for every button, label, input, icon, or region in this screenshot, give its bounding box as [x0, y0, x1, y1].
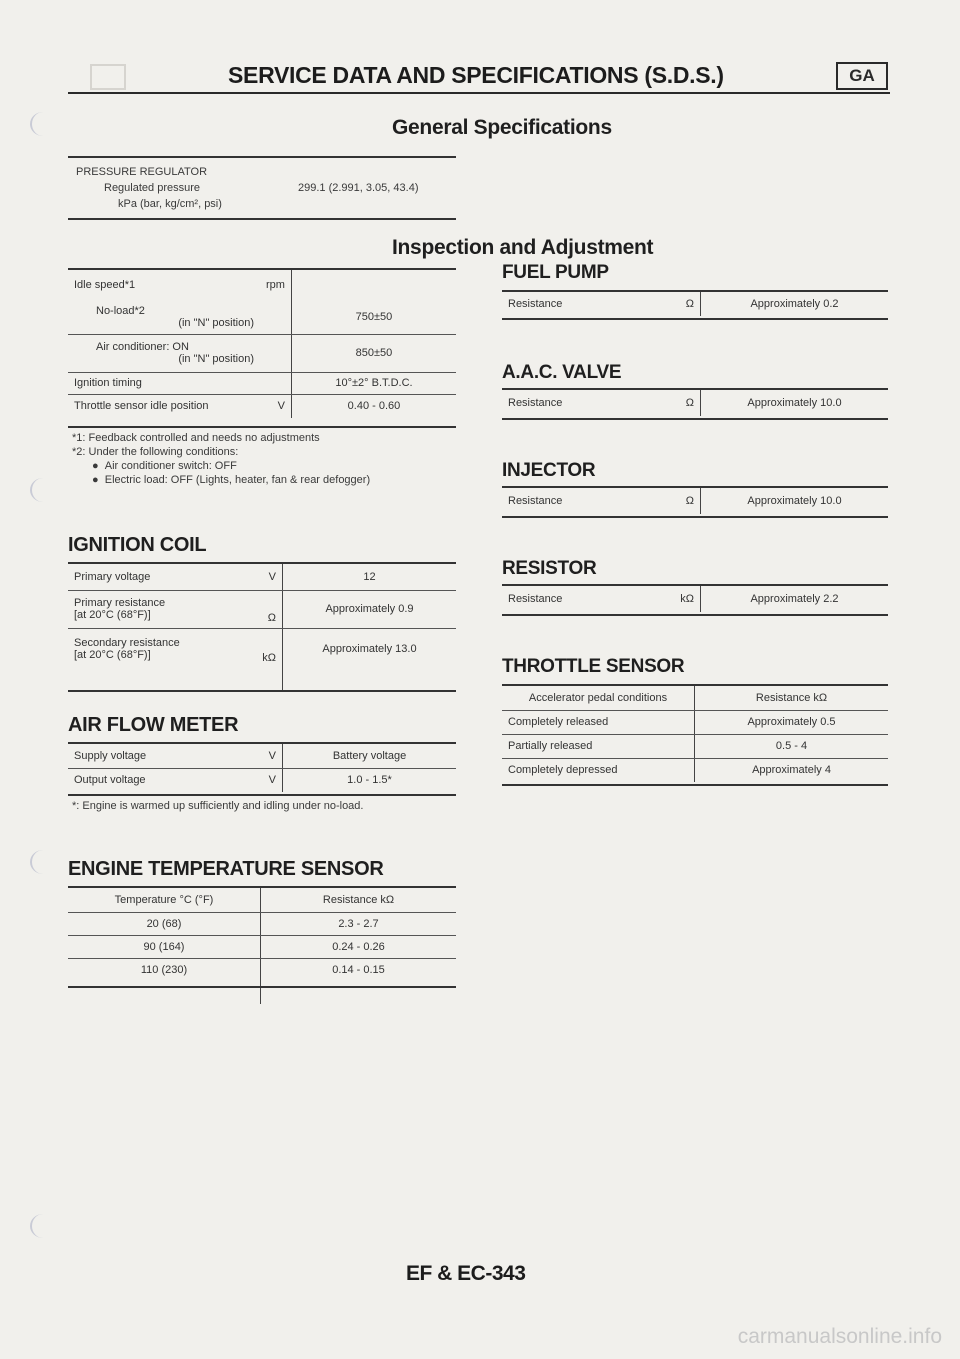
fuel-pump-title: FUEL PUMP: [502, 262, 609, 283]
inspection-title: Inspection and Adjustment: [392, 236, 654, 259]
aac-valve-title: A.A.C. VALVE: [502, 362, 622, 383]
fuel-pump-label: Resistance: [508, 298, 563, 310]
punch-hole: [30, 478, 56, 502]
supply-voltage-value: Battery voltage: [283, 744, 457, 768]
page-number: EF & EC-343: [406, 1262, 526, 1285]
temp-cell: 90 (164): [68, 935, 261, 958]
throttle-resistance-cell: Approximately 0.5: [695, 710, 889, 734]
rule: [68, 156, 456, 158]
throttle-resistance-cell: 0.5 - 4: [695, 734, 889, 758]
air-flow-note: *: Engine is warmed up sufficiently and idling under no-load.: [72, 800, 364, 812]
pedal-header: Accelerator pedal conditions: [502, 686, 695, 710]
engine-temp-title: ENGINE TEMPERATURE SENSOR: [68, 858, 384, 880]
secondary-resistance-value: Approximately 13.0: [322, 643, 417, 656]
idle-spec-table: [68, 270, 456, 418]
air-flow-meter-table: [68, 744, 456, 792]
ignition-coil-title: IGNITION COIL: [68, 534, 207, 556]
noload-label-text: No-load*2: [96, 304, 145, 317]
resistor-label: Resistance: [508, 593, 563, 605]
throttle-idle-value: 0.40 - 0.60: [347, 400, 401, 413]
injector-label: Resistance: [508, 495, 563, 507]
watermark: carmanualsonline.info: [737, 1325, 942, 1348]
output-voltage-label: Output voltage: [74, 774, 146, 787]
secondary-resistance-label: [68, 628, 256, 670]
rule: [68, 794, 456, 796]
ac-label: [68, 334, 260, 372]
punch-hole: [30, 850, 56, 874]
note-bullet-1-text: Air conditioner switch: OFF: [104, 460, 237, 472]
rule: [68, 986, 456, 988]
injector-table: [502, 488, 888, 514]
pedal-cell: Completely depressed: [502, 758, 695, 782]
ghost-text: [650, 120, 654, 138]
punch-hole: [30, 1214, 56, 1238]
resistance-header: Resistance kΩ: [261, 888, 457, 912]
temp-cell: 110 (230): [68, 958, 261, 982]
idle-speed-label: Idle speed*1: [74, 279, 136, 291]
regulated-pressure-label: Regulated pressure: [104, 182, 201, 194]
resistance-cell: 0.14 - 0.15: [332, 964, 385, 977]
aac-valve-table: [502, 390, 888, 416]
throttle-sensor-table: [502, 686, 888, 782]
primary-resistance-cond: [at 20°C (68°F)]: [74, 609, 151, 621]
fuel-pump-table: [502, 292, 888, 316]
primary-resistance-unit: Ω: [256, 590, 283, 628]
throttle-resistance-header: Resistance kΩ: [695, 686, 889, 710]
note-bullet-2-text: Electric load: OFF (Lights, heater, fan & rear defogger): [104, 474, 371, 486]
throttle-idle-label: Throttle sensor idle position: [74, 400, 209, 413]
ac-label-text: Air conditioner: ON: [96, 341, 189, 353]
timing-value: 10°±2° B.T.D.C.: [291, 372, 456, 394]
output-voltage-value: 1.0 - 1.5*: [347, 774, 392, 787]
temp-header: Temperature °C (°F): [68, 888, 261, 912]
throttle-sensor-title: THROTTLE SENSOR: [502, 656, 685, 677]
injector-value: Approximately 10.0: [747, 495, 842, 507]
injector-title: INJECTOR: [502, 460, 596, 481]
primary-resistance-label: [68, 590, 256, 628]
supply-voltage-unit: V: [256, 744, 283, 768]
air-flow-meter-title: AIR FLOW METER: [68, 714, 239, 736]
primary-voltage-label: Primary voltage: [68, 564, 256, 590]
supply-voltage-label: Supply voltage: [68, 744, 256, 768]
fuel-pump-value: Approximately 0.2: [750, 298, 839, 310]
rule: [502, 614, 888, 616]
secondary-resistance-unit: kΩ: [256, 628, 283, 670]
aac-valve-label: Resistance: [508, 397, 563, 409]
note-bullet-1: ● Air conditioner switch: OFF: [92, 460, 237, 472]
resistor-unit: kΩ: [664, 586, 701, 612]
rule: [68, 218, 456, 220]
aac-valve-unit: Ω: [664, 390, 701, 416]
regulated-pressure-unit: kPa (bar, kg/cm², psi): [118, 198, 222, 210]
idle-speed-unit: rpm: [260, 270, 291, 300]
primary-voltage-value: 12: [283, 564, 457, 590]
rule: [502, 784, 888, 786]
pedal-cell: Partially released: [502, 734, 695, 758]
primary-resistance-label-text: Primary resistance: [74, 597, 166, 609]
pressure-regulator-heading: PRESSURE REGULATOR: [76, 166, 208, 178]
ac-value: 850±50: [291, 334, 456, 372]
throttle-resistance-cell: Approximately 4: [752, 764, 831, 777]
general-spec-title: General Specifications: [392, 116, 612, 139]
rule: [68, 426, 456, 428]
resistance-cell: 0.24 - 0.26: [261, 935, 457, 958]
note-2: *2: Under the following conditions:: [72, 446, 239, 458]
injector-unit: Ω: [664, 488, 701, 514]
rule: [68, 690, 456, 692]
noload-label: [68, 300, 260, 334]
resistor-value: Approximately 2.2: [750, 593, 839, 605]
rule: [502, 516, 888, 518]
regulated-pressure-value: 299.1 (2.991, 3.05, 43.4): [298, 182, 419, 194]
pedal-cell: Completely released: [502, 710, 695, 734]
resistor-table: [502, 586, 888, 612]
punch-hole: [30, 112, 56, 136]
timing-label: Ignition timing: [68, 372, 260, 394]
output-voltage-unit: V: [256, 768, 283, 792]
fuel-pump-unit: Ω: [664, 292, 701, 316]
aac-valve-value: Approximately 10.0: [747, 397, 842, 409]
ghost-badge: [90, 64, 126, 90]
rule: [502, 318, 888, 320]
section-badge: GA: [836, 62, 888, 90]
page-header-title: SERVICE DATA AND SPECIFICATIONS (S.D.S.): [228, 62, 724, 88]
temp-cell: 20 (68): [68, 912, 261, 935]
noload-value: 750±50: [291, 300, 456, 334]
ignition-coil-table: [68, 564, 456, 690]
primary-resistance-value: Approximately 0.9: [283, 590, 457, 628]
throttle-idle-unit: V: [260, 394, 291, 418]
header-rule: [68, 92, 890, 94]
secondary-resistance-label-text: Secondary resistance: [74, 637, 180, 650]
note-1: *1: Feedback controlled and needs no adjustments: [72, 432, 320, 444]
secondary-resistance-cond: [at 20°C (68°F)]: [74, 649, 151, 662]
resistor-title: RESISTOR: [502, 558, 597, 579]
rule: [502, 418, 888, 420]
note-bullet-2: ● Electric load: OFF (Lights, heater, fan & rear defogger): [92, 474, 371, 486]
resistance-cell: 2.3 - 2.7: [261, 912, 457, 935]
noload-cond: (in "N" position): [178, 316, 254, 329]
primary-voltage-unit: V: [256, 564, 283, 590]
ac-cond: (in "N" position): [178, 353, 254, 365]
